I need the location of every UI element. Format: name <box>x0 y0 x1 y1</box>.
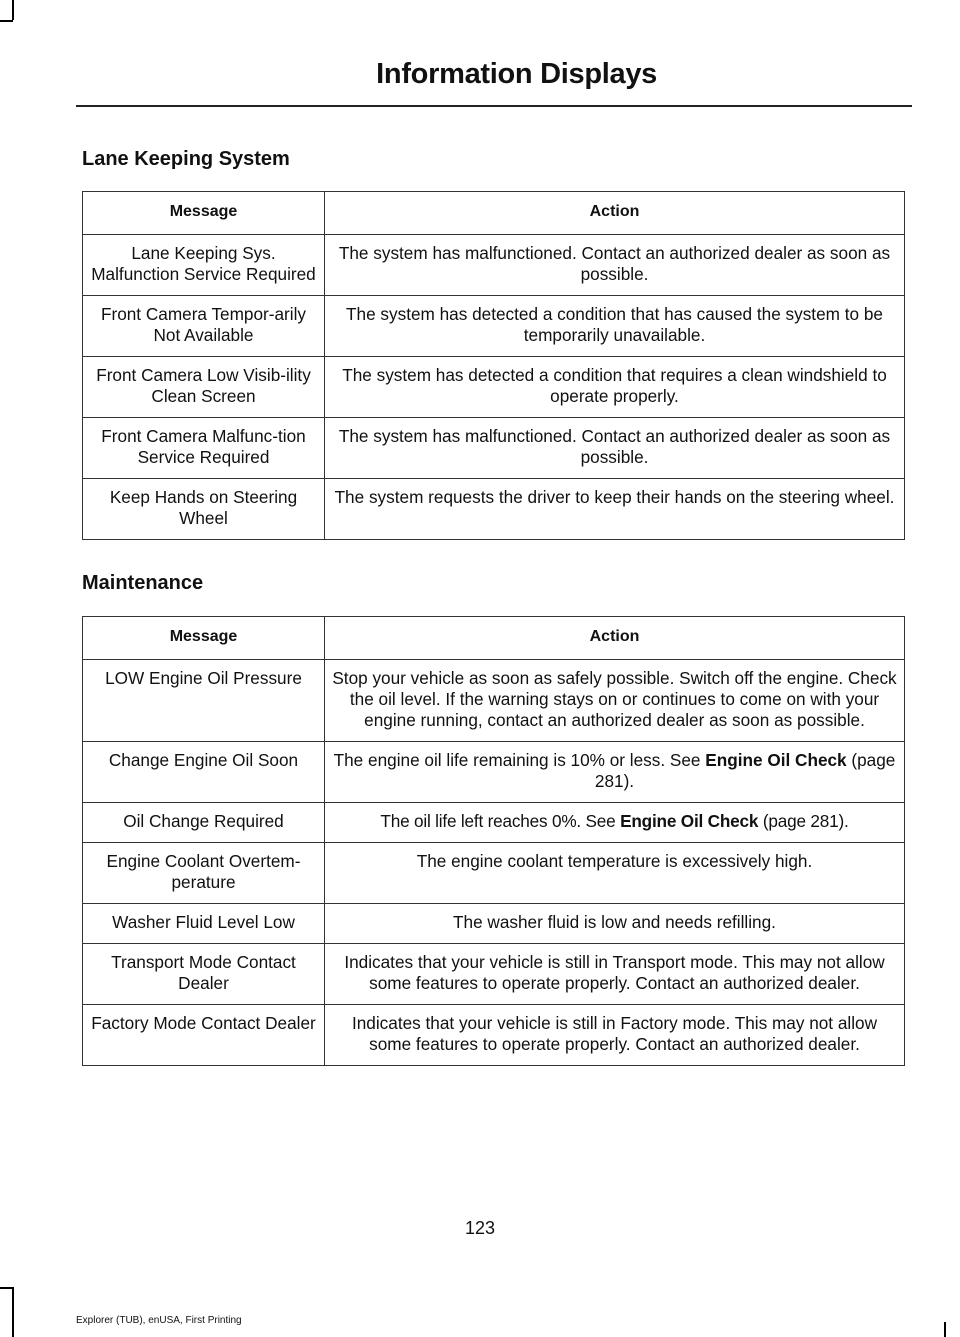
crop-mark <box>12 1287 14 1337</box>
table-row <box>83 660 905 742</box>
footer-edition: Explorer (TUB), enUSA, First Printing <box>76 1315 242 1326</box>
message-cell: Lane Keeping Sys. Malfunction Service Required <box>83 235 325 296</box>
action-cell: Indicates that your vehicle is still in Transport mode. This may not allow some features to operate properly. Contact an authorized dealer. <box>325 944 905 1005</box>
page-number: 123 <box>464 1218 496 1238</box>
action-cell <box>325 742 905 803</box>
message-cell: Washer Fluid Level Low <box>83 904 325 944</box>
table-row <box>83 296 905 357</box>
table-row <box>83 357 905 418</box>
table-row <box>83 843 905 904</box>
message-cell: Factory Mode Contact Dealer <box>83 1005 325 1066</box>
cross-reference-link[interactable]: Engine Oil Check <box>705 750 847 770</box>
page-header-title: Information Displays <box>376 58 657 90</box>
section-title-maintenance: Maintenance <box>82 572 204 594</box>
crop-mark <box>944 1322 946 1337</box>
message-cell: Oil Change Required <box>83 803 325 843</box>
message-cell: Keep Hands on Steering Wheel <box>83 479 325 540</box>
crop-mark <box>12 0 14 20</box>
table-row <box>83 803 905 843</box>
crop-mark <box>0 20 13 22</box>
table-row <box>83 479 905 540</box>
crop-mark <box>0 1287 13 1289</box>
table-row <box>83 944 905 1005</box>
table-row <box>83 235 905 296</box>
message-cell: Front Camera Low Visib-ility Clean Screen <box>83 357 325 418</box>
message-cell: Transport Mode Contact Dealer <box>83 944 325 1005</box>
cross-reference-link[interactable]: Engine Oil Check <box>620 811 759 831</box>
column-header-message: Message <box>83 192 325 235</box>
table-header-row <box>83 617 905 660</box>
message-cell: Front Camera Malfunc-tion Service Required <box>83 418 325 479</box>
section-title-lane-keeping: Lane Keeping System <box>82 148 290 170</box>
action-cell: The system has malfunctioned. Contact an authorized dealer as soon as possible. <box>325 235 905 296</box>
action-text: The oil life left reaches 0%. See <box>380 811 621 831</box>
message-cell: Change Engine Oil Soon <box>83 742 325 803</box>
table-row <box>83 742 905 803</box>
action-cell: The washer fluid is low and needs refilling. <box>325 904 905 944</box>
message-cell: LOW Engine Oil Pressure <box>83 660 325 742</box>
column-header-action: Action <box>325 192 905 235</box>
action-cell: The system has detected a condition that requires a clean windshield to operate properly. <box>325 357 905 418</box>
message-cell: Engine Coolant Overtem-perature <box>83 843 325 904</box>
action-text: The engine oil life remaining is 10% or less. See <box>333 750 706 770</box>
table-header-row <box>83 192 905 235</box>
table-row <box>83 418 905 479</box>
action-cell: Stop your vehicle as soon as safely possible. Switch off the engine. Check the oil level. If the warning stays on or continues to come on with your engine running, contact an authorized dealer as soon as possible. <box>325 660 905 742</box>
action-cell: Indicates that your vehicle is still in Factory mode. This may not allow some features to operate properly. Contact an authorized dealer. <box>325 1005 905 1066</box>
action-cell: The system has detected a condition that has caused the system to be temporarily unavailable. <box>325 296 905 357</box>
action-cell: The engine coolant temperature is excessively high. <box>325 843 905 904</box>
page-reference: (page 281). <box>758 811 849 831</box>
column-header-action: Action <box>325 617 905 660</box>
page-reference: (page 281). <box>594 750 896 791</box>
header-rule <box>76 105 912 107</box>
action-cell: The system has malfunctioned. Contact an authorized dealer as soon as possible. <box>325 418 905 479</box>
message-cell: Front Camera Tempor-arily Not Available <box>83 296 325 357</box>
table-row <box>83 1005 905 1066</box>
column-header-message: Message <box>83 617 325 660</box>
table-row <box>83 904 905 944</box>
maintenance-table <box>82 616 905 1066</box>
action-cell: The system requests the driver to keep their hands on the steering wheel. <box>325 479 905 540</box>
action-cell <box>325 803 905 843</box>
lane-keeping-table <box>82 191 905 540</box>
